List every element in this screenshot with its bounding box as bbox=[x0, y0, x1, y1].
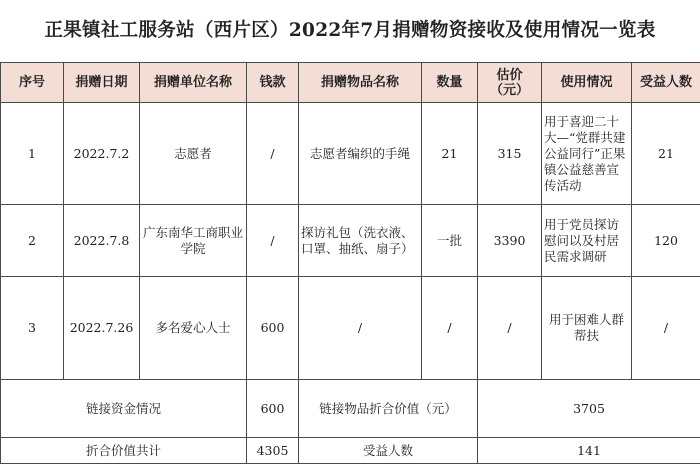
header-cash: 钱款 bbox=[247, 63, 299, 103]
cell-usage: 用于喜迎二十大—“党群共建 公益同行”正果镇公益慈善宣传活动 bbox=[542, 103, 632, 205]
cell-date: 2022.7.26 bbox=[64, 277, 140, 380]
header-qty: 数量 bbox=[422, 63, 478, 103]
total-value: 4305 bbox=[247, 438, 299, 464]
total-beneficiaries-value: 141 bbox=[478, 438, 700, 464]
cell-no: 2 bbox=[1, 205, 64, 277]
cell-usage: 用于困难人群帮扶 bbox=[542, 277, 632, 380]
document-title: 正果镇社工服务站（西片区）2022年7月捐赠物资接收及使用情况一览表 bbox=[44, 20, 656, 41]
cell-no: 3 bbox=[1, 277, 64, 380]
total-value-label: 折合价值共计 bbox=[1, 438, 247, 464]
cell-item: / bbox=[299, 277, 422, 380]
cell-donor: 多名爱心人士 bbox=[140, 277, 247, 380]
cell-no: 1 bbox=[1, 103, 64, 205]
cell-donor: 广东南华工商职业学院 bbox=[140, 205, 247, 277]
cell-cash: 600 bbox=[247, 277, 299, 380]
total-beneficiaries-label: 受益人数 bbox=[299, 438, 478, 464]
cell-date: 2022.7.2 bbox=[64, 103, 140, 205]
cell-beneficiaries: 120 bbox=[632, 205, 700, 277]
cell-qty: 21 bbox=[422, 103, 478, 205]
summary-row-funds bbox=[1, 380, 700, 438]
cell-value: 315 bbox=[478, 103, 542, 205]
linked-funds-value: 600 bbox=[247, 380, 299, 438]
header-date: 捐赠日期 bbox=[64, 63, 140, 103]
cell-beneficiaries: / bbox=[632, 277, 700, 380]
cell-qty: 一批 bbox=[422, 205, 478, 277]
cell-donor: 志愿者 bbox=[140, 103, 247, 205]
cell-value: / bbox=[478, 277, 542, 380]
cell-cash: / bbox=[247, 205, 299, 277]
cell-date: 2022.7.8 bbox=[64, 205, 140, 277]
header-item: 捐赠物品名称 bbox=[299, 63, 422, 103]
table-row bbox=[1, 103, 700, 205]
cell-beneficiaries: 21 bbox=[632, 103, 700, 205]
table-row bbox=[1, 277, 700, 380]
cell-value: 3390 bbox=[478, 205, 542, 277]
header-beneficiaries: 受益人数 bbox=[632, 63, 700, 103]
linked-items-label: 链接物品折合价值（元） bbox=[299, 380, 478, 438]
cell-usage: 用于党员探访慰问以及村居民需求调研 bbox=[542, 205, 632, 277]
donation-table bbox=[0, 62, 700, 464]
linked-items-value: 3705 bbox=[478, 380, 700, 438]
cell-cash: / bbox=[247, 103, 299, 205]
table-header-row bbox=[1, 63, 700, 103]
table-row bbox=[1, 205, 700, 277]
cell-qty: / bbox=[422, 277, 478, 380]
linked-funds-label: 链接资金情况 bbox=[1, 380, 247, 438]
header-donor: 捐赠单位名称 bbox=[140, 63, 247, 103]
header-no: 序号 bbox=[1, 63, 64, 103]
summary-row-total bbox=[1, 438, 700, 464]
header-usage: 使用情况 bbox=[542, 63, 632, 103]
header-value: 估价 （元） bbox=[478, 63, 542, 103]
cell-item: 探访礼包（洗衣液、口罩、抽纸、扇子） bbox=[299, 205, 422, 277]
cell-item: 志愿者编织的手绳 bbox=[299, 103, 422, 205]
